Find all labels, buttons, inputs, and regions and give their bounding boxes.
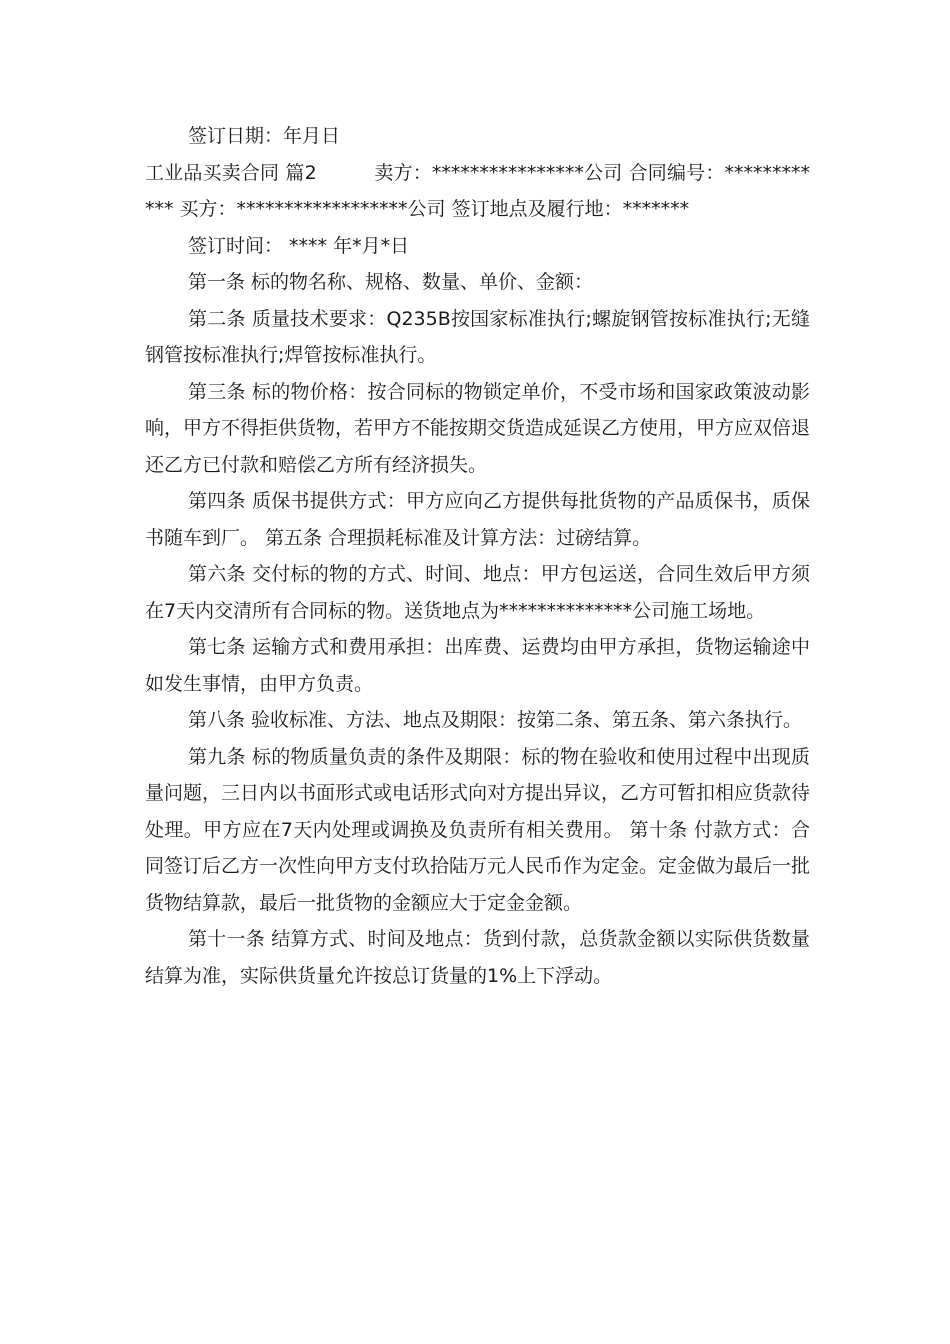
paragraph-signing-date: 签订日期：年月日 [188, 125, 341, 147]
paragraph-article-4-5: 第四条 质保书提供方式：甲方应向乙方提供每批货物的产品质保书，质保书随车到厂。 第五条 合理损耗标准及计算方法：过磅结算。 [145, 490, 810, 549]
paragraph-article-1: 第一条 标的物名称、规格、数量、单价、金额： [188, 271, 594, 293]
paragraph-article-9-10: 第九条 标的物质量负责的条件及期限：标的物在验收和使用过程中出现质量问题，三日内以书面形式或电话形式向对方提出异议，乙方可暂扣相应货款待处理。甲方应在7天内处理或调换及负责所有相关费用。 第十条 付款方式：合同签订后乙方一次性向甲方支付玖拾陆万元人民币作为定金。定金做为最后一批货物结算款，最后一批货物的金额应大于定金金额。 [145, 745, 811, 914]
paragraph-article-11: 第十一条 结算方式、时间及地点：货到付款，总货款金额以实际供货数量结算为准，实际供货量允许按总订货量的1%上下浮动。 [145, 928, 810, 987]
paragraph-article-6: 第六条 交付标的物的方式、时间、地点：甲方包运送，合同生效后甲方须在7天内交清所有合同标的物。送货地点为**************公司施工场地。 [145, 563, 810, 622]
paragraph-article-8: 第八条 验收标准、方法、地点及期限：按第二条、第五条、第六条执行。 [188, 709, 803, 731]
paragraph-contract-header: 工业品买卖合同 篇2 卖方：****************公司 合同编号：************ 买方：******************公司 签订地点及履行地：******* [145, 161, 810, 220]
paragraph-article-7: 第七条 运输方式和费用承担：出库费、运费均由甲方承担，货物运输途中如发生事情，由甲方负责。 [145, 636, 810, 695]
paragraph-signing-time: 签订时间： **** 年*月*日 [188, 234, 410, 257]
paragraph-article-3: 第三条 标的物价格：按合同标的物锁定单价，不受市场和国家政策波动影响，甲方不得拒供货物，若甲方不能按期交货造成延误乙方使用，甲方应双倍退还乙方已付款和赔偿乙方所有经济损失。 [145, 380, 811, 476]
paragraph-article-2: 第二条 质量技术要求：Q235B按国家标准执行;螺旋钢管按标准执行;无缝钢管按标准执行;焊管按标准执行。 [145, 307, 810, 366]
document-body [145, 118, 810, 994]
